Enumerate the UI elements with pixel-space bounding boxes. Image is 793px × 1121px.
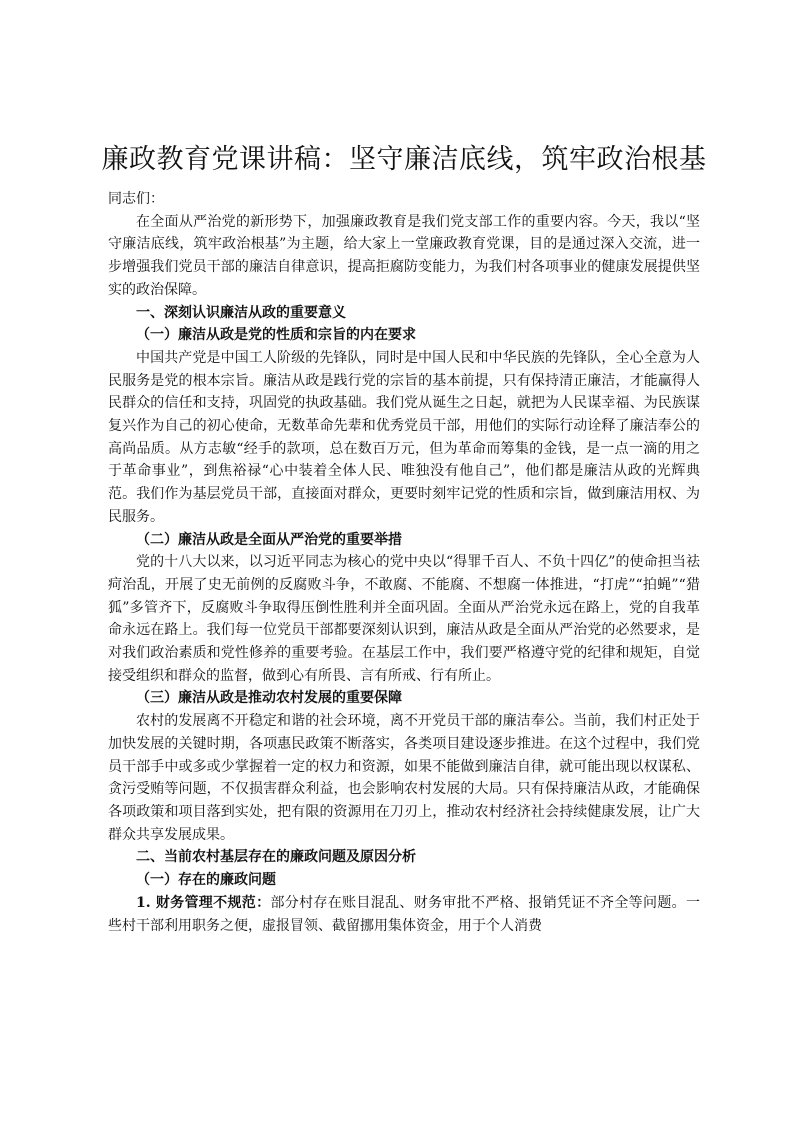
intro-paragraph: 在全面从严治党的新形势下，加强廉政教育是我们党支部工作的重要内容。今天，我以“坚守廉洁底线，筑牢政治根基”为主题，给大家上一堂廉政教育党课，目的是通过深入交流，进一步增强我们党员干部的廉洁自律意识，提高拒腐防变能力，为我们村各项事业的健康发展提供坚实的政治保障。 — [108, 213, 700, 298]
section-2-item-1-text: 部分村存在账目混乱、财务审批不严格、报销凭证不齐全等问题。一些村干部利用职务之便，虚报冒领、截留挪用集体资金，用于个人消费 — [108, 894, 700, 934]
section-1-sub-3-heading: （三）廉洁从政是推动农村发展的重要保障 — [136, 690, 402, 707]
section-2-sub-1-heading: （一）存在的廉政问题 — [136, 872, 276, 889]
section-1-sub-3-paragraph: 农村的发展离不开稳定和谐的社会环境，离不开党员干部的廉洁奉公。当前，我们村正处于加快发展的关键时期，各项惠民政策不断落实，各类项目建设逐步推进。在这个过程中，我们党员干部手中或多或少掌握着一定的权力和资源，如果不能做到廉洁自律，就可能出现以权谋私、贪污受贿等问题，不仅损害群众利益，也会影响农村发展的大局。只有保持廉洁从政，才能确保各项政策和项目落到实处，把有限的资源用在刀刃上，推动农村经济社会持续健康发展，让广大群众共享发展成果。 — [108, 713, 700, 843]
document-page — [101, 140, 707, 937]
salutation: 同志们： — [108, 191, 164, 207]
section-2-item-1-paragraph — [108, 892, 700, 937]
section-1-sub-2-heading: （二）廉洁从政是全面从严治党的重要举措 — [136, 531, 402, 548]
section-1-sub-1-paragraph: 中国共产党是中国工人阶级的先锋队，同时是中国人民和中华民族的先锋队，全心全意为人民服务是党的根本宗旨。廉洁从政是践行党的宗旨的基本前提，只有保持清正廉洁，才能赢得人民群众的信任和支持，巩固党的执政基础。我们党从诞生之日起，就把为人民谋幸福、为民族谋复兴作为自己的初心使命，无数革命先辈和优秀党员干部，用他们的实际行动诠释了廉洁奉公的高尚品质。从方志敏“经手的款项，总在数百万元，但为革命而筹集的金钱，是一点一滴的用之于革命事业”，到焦裕禄“心中装着全体人民、唯独没有他自己”，他们都是廉洁从政的光辉典范。我们作为基层党员干部，直接面对群众，更要时刻牢记党的性质和宗旨，做到廉洁用权、为民服务。 — [108, 349, 700, 525]
document-title: 廉政教育党课讲稿：坚守廉洁底线，筑牢政治根基 — [101, 144, 707, 175]
section-1-sub-2-paragraph: 党的十八大以来，以习近平同志为核心的党中央以“得罪千百人、不负十四亿”的使命担当祛疴治乱，开展了史无前例的反腐败斗争，不敢腐、不能腐、不想腐一体推进，“打虎”“拍蝇”“猎狐”多管齐下，反腐败斗争取得压倒性胜利并全面巩固。全面从严治党永远在路上，党的自我革命永远在路上。我们每一位党员干部都要深刻认识到，廉洁从政是全面从严治党的必然要求，是对我们政治素质和党性修养的重要考验。在基层工作中，我们要严格遵守党的纪律和规矩，自觉接受组织和群众的监督，做到心有所畏、言有所戒、行有所止。 — [108, 554, 700, 684]
section-1-sub-1-heading: （一）廉洁从政是党的性质和宗旨的内在要求 — [136, 327, 416, 344]
section-2-heading: 二、当前农村基层存在的廉政问题及原因分析 — [136, 849, 416, 866]
section-2-item-1-lead: 1. 财务管理不规范： — [136, 894, 271, 911]
section-1-heading: 一、深刻认识廉洁从政的重要意义 — [136, 304, 346, 321]
